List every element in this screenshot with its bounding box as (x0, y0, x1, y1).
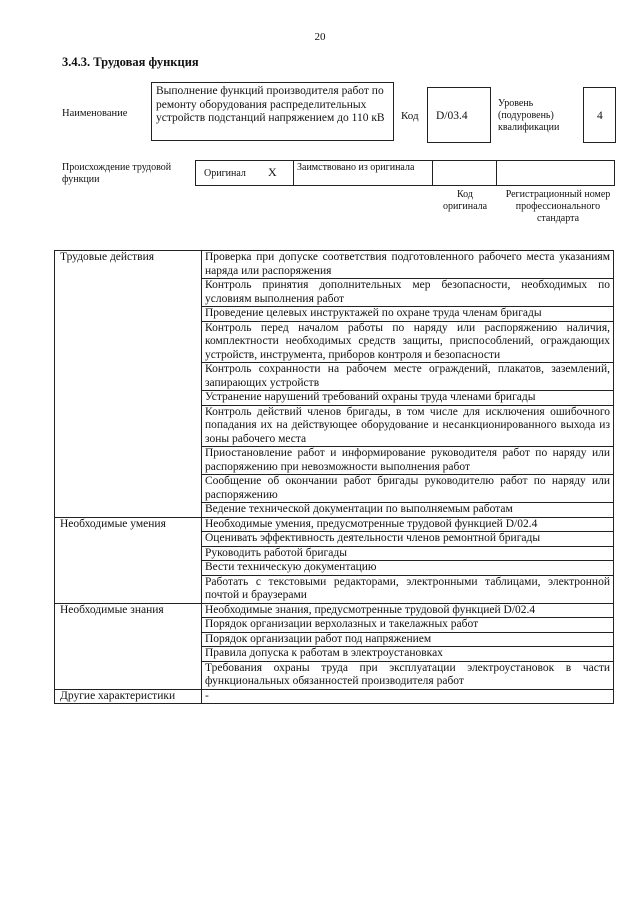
reg-caption: Регистрационный номер профессионального стандарта (505, 189, 611, 224)
level-value: 4 (597, 110, 603, 122)
section-item: Приостановление работ и информирование руководителя работ по наряду или распоряжению при невозможности выполнения работ (202, 447, 614, 475)
origin-table (195, 160, 615, 186)
function-name-box (151, 82, 394, 141)
original-mark: X (268, 165, 277, 179)
section-item: Порядок организации работ под напряжением (202, 632, 614, 647)
section-item: Необходимые умения, предусмотренные трудовой функцией D/02.4 (202, 517, 614, 532)
section-item: Порядок организации верхолазных и такелажных работ (202, 618, 614, 633)
code-caption: Код оригинала (442, 189, 488, 212)
name-label: Наименование (62, 108, 128, 119)
level-label: Уровень (подуровень) квалификации (498, 98, 560, 133)
section-item: Требования охраны труда при эксплуатации электроустановок в части функциональных обязанностей производителя работ (202, 661, 614, 689)
section-item: Необходимые знания, предусмотренные трудовой функцией D/02.4 (202, 603, 614, 618)
divider (496, 161, 497, 185)
section-title: Трудовые действия (55, 251, 202, 518)
original-label: Оригинал (204, 168, 246, 179)
section-item: Контроль перед началом работы по наряду или распоряжению наличия, комплектности необходимых средств защиты, приспособлений, ограждающих устройств, инструмента, приборов контроля и безопасности (202, 321, 614, 363)
level-box (583, 87, 616, 143)
section-item: Правила допуска к работам в электроустановках (202, 647, 614, 662)
labor-function-table (54, 250, 614, 704)
section-item: Контроль сохранности на рабочем месте ограждений, плакатов, заземлений, запирающих устройств (202, 363, 614, 391)
table-row (55, 517, 614, 532)
section-item: Проверка при допуске соответствия подготовленного рабочего места указаниям наряда или распоряжения (202, 251, 614, 279)
section-item: Вести техническую документацию (202, 561, 614, 576)
code-box (427, 87, 491, 143)
section-title: Необходимые умения (55, 517, 202, 603)
origin-label: Происхождение трудовой функции (62, 162, 172, 185)
borrowed-label: Заимствовано из оригинала (297, 162, 415, 173)
section-item: Контроль принятия дополнительных мер безопасности, необходимых по условиям выполнения работ (202, 279, 614, 307)
section-item: Сообщение об окончании работ бригады руководителю работ по наряду или распоряжению (202, 475, 614, 503)
section-item: Контроль действий членов бригады, в том числе для исключения ошибочного попадания их на действующее оборудование и несанкционированного выхода из зоны рабочего места (202, 405, 614, 447)
section-heading: 3.4.3. Трудовая функция (62, 55, 199, 69)
function-name-value: Выполнение функций производителя работ по ремонту оборудования распределительных устройств подстанций напряжением до 110 кВ (156, 85, 385, 124)
table-row (55, 689, 614, 704)
section-item: Работать с текстовыми редакторами, электронными таблицами, электронной почтой и браузерами (202, 575, 614, 603)
section-item: Руководить работой бригады (202, 546, 614, 561)
section-title: Другие характеристики (55, 689, 202, 704)
section-title: Необходимые знания (55, 603, 202, 689)
page-number: 20 (314, 31, 326, 43)
code-label: Код (401, 110, 419, 122)
divider (293, 161, 294, 185)
section-item: - (202, 689, 614, 704)
section-item: Проведение целевых инструктажей по охране труда членам бригады (202, 307, 614, 322)
table-row (55, 251, 614, 279)
divider (432, 161, 433, 185)
table-row (55, 603, 614, 618)
section-item: Ведение технической документации по выполняемым работам (202, 503, 614, 518)
section-item: Оценивать эффективность деятельности членов ремонтной бригады (202, 532, 614, 547)
section-item: Устранение нарушений требований охраны труда членами бригады (202, 391, 614, 406)
code-value: D/03.4 (436, 110, 468, 122)
